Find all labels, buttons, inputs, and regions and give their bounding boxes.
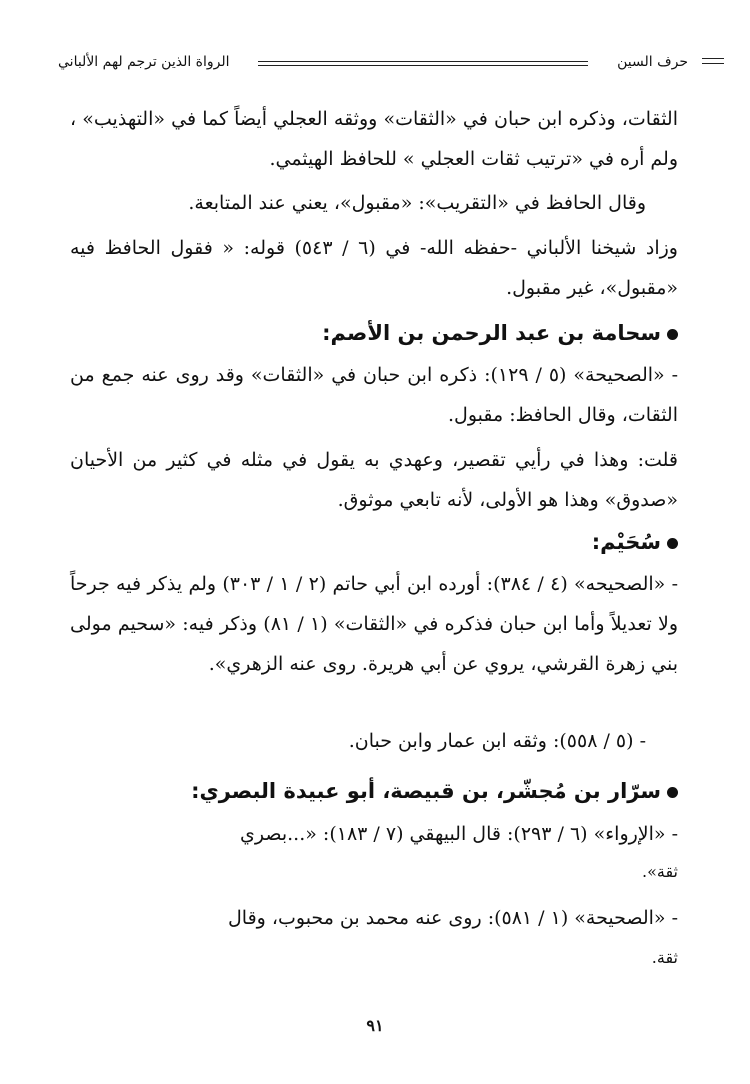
paragraph: - «الصحيحة» (١ / ٥٨١): روى عنه محمد بن محبوب، وقال (227, 907, 678, 929)
albani-paragraph (70, 228, 678, 308)
header-book-title: الرواة الذين ترجم لهم الألباني (58, 54, 230, 70)
entry-body (70, 721, 678, 761)
entry-heading (70, 771, 678, 811)
running-header (58, 52, 688, 76)
paragraph: وزاد شيخنا الألباني -حفظه الله- في (٦ / ٥٤٣) قوله: « فقول الحافظ فيه «مقبول»، غير مقبول. (70, 237, 678, 299)
header-rule-marks (702, 58, 724, 68)
entry-title: سرّار بن مُجشّر، بن قبيصة، أبو عبيدة البصري: (191, 779, 661, 803)
page-number: ٩١ (366, 1016, 384, 1035)
entry-body (70, 898, 678, 938)
bullet-icon (667, 787, 678, 798)
paragraph: الثقات، وذكره ابن حبان في «الثقات» ووثقه العجلي أيضاً كما في «التهذيب» ، ولم أره في «ترتيب ثقات العجلي » للحافظ الهيثمي. (70, 108, 678, 170)
bullet-icon (667, 329, 678, 340)
entry-heading (70, 313, 678, 353)
entry-body (70, 814, 678, 854)
taqrib-paragraph (70, 183, 678, 223)
paragraph: - (٥ / ٥٥٨): وثقه ابن عمار وابن حبان. (348, 730, 646, 752)
entry-title: سحامة بن عبد الرحمن بن الأصم: (322, 321, 661, 345)
entry-body (70, 938, 678, 978)
header-chapter: حرف السين (617, 54, 688, 70)
paragraph: - «الصحيحه» (٤ / ٣٨٤): أورده ابن أبي حاتم (٢ / ١ / ٣٠٣) ولم يذكر فيه جرحاً ولا تعديلاً وأما ابن حبان فذكره في «الثقات» (١ / ٨١) وذكر فيه: «سحيم مولى بني زهرة القرشي، يروي عن أبي هريرة. روى عنه الزهري». (70, 573, 679, 675)
entry-body (70, 564, 678, 684)
entry-body (70, 355, 678, 435)
entry-body (70, 852, 678, 892)
continuation-paragraph (70, 99, 678, 179)
paragraph: - «الإرواء» (٦ / ٢٩٣): قال البيهقي (٧ / ١٨٣): «...بصري (240, 823, 678, 845)
entry-heading (70, 522, 678, 562)
header-rule (258, 61, 588, 62)
paragraph: ثقة». (642, 862, 678, 881)
entry-body (70, 440, 678, 520)
entry-title: سُحَيْم: (591, 530, 661, 554)
paragraph: قلت: وهذا في رأيي تقصير، وعهدي به يقول في مثله في كثير من الأحيان «صدوق» وهذا هو الأولى، لأنه تابعي موثوق. (70, 449, 678, 511)
paragraph: - «الصحيحة» (٥ / ١٢٩): ذكره ابن حبان في «الثقات» وقد روى عنه جمع من الثقات، وقال الحافظ: مقبول. (70, 364, 679, 426)
paragraph: ثقة. (651, 948, 678, 967)
bullet-icon (667, 538, 678, 549)
paragraph: وقال الحافظ في «التقريب»: «مقبول»، يعني عند المتابعة. (188, 192, 646, 214)
header-rule (258, 65, 588, 66)
